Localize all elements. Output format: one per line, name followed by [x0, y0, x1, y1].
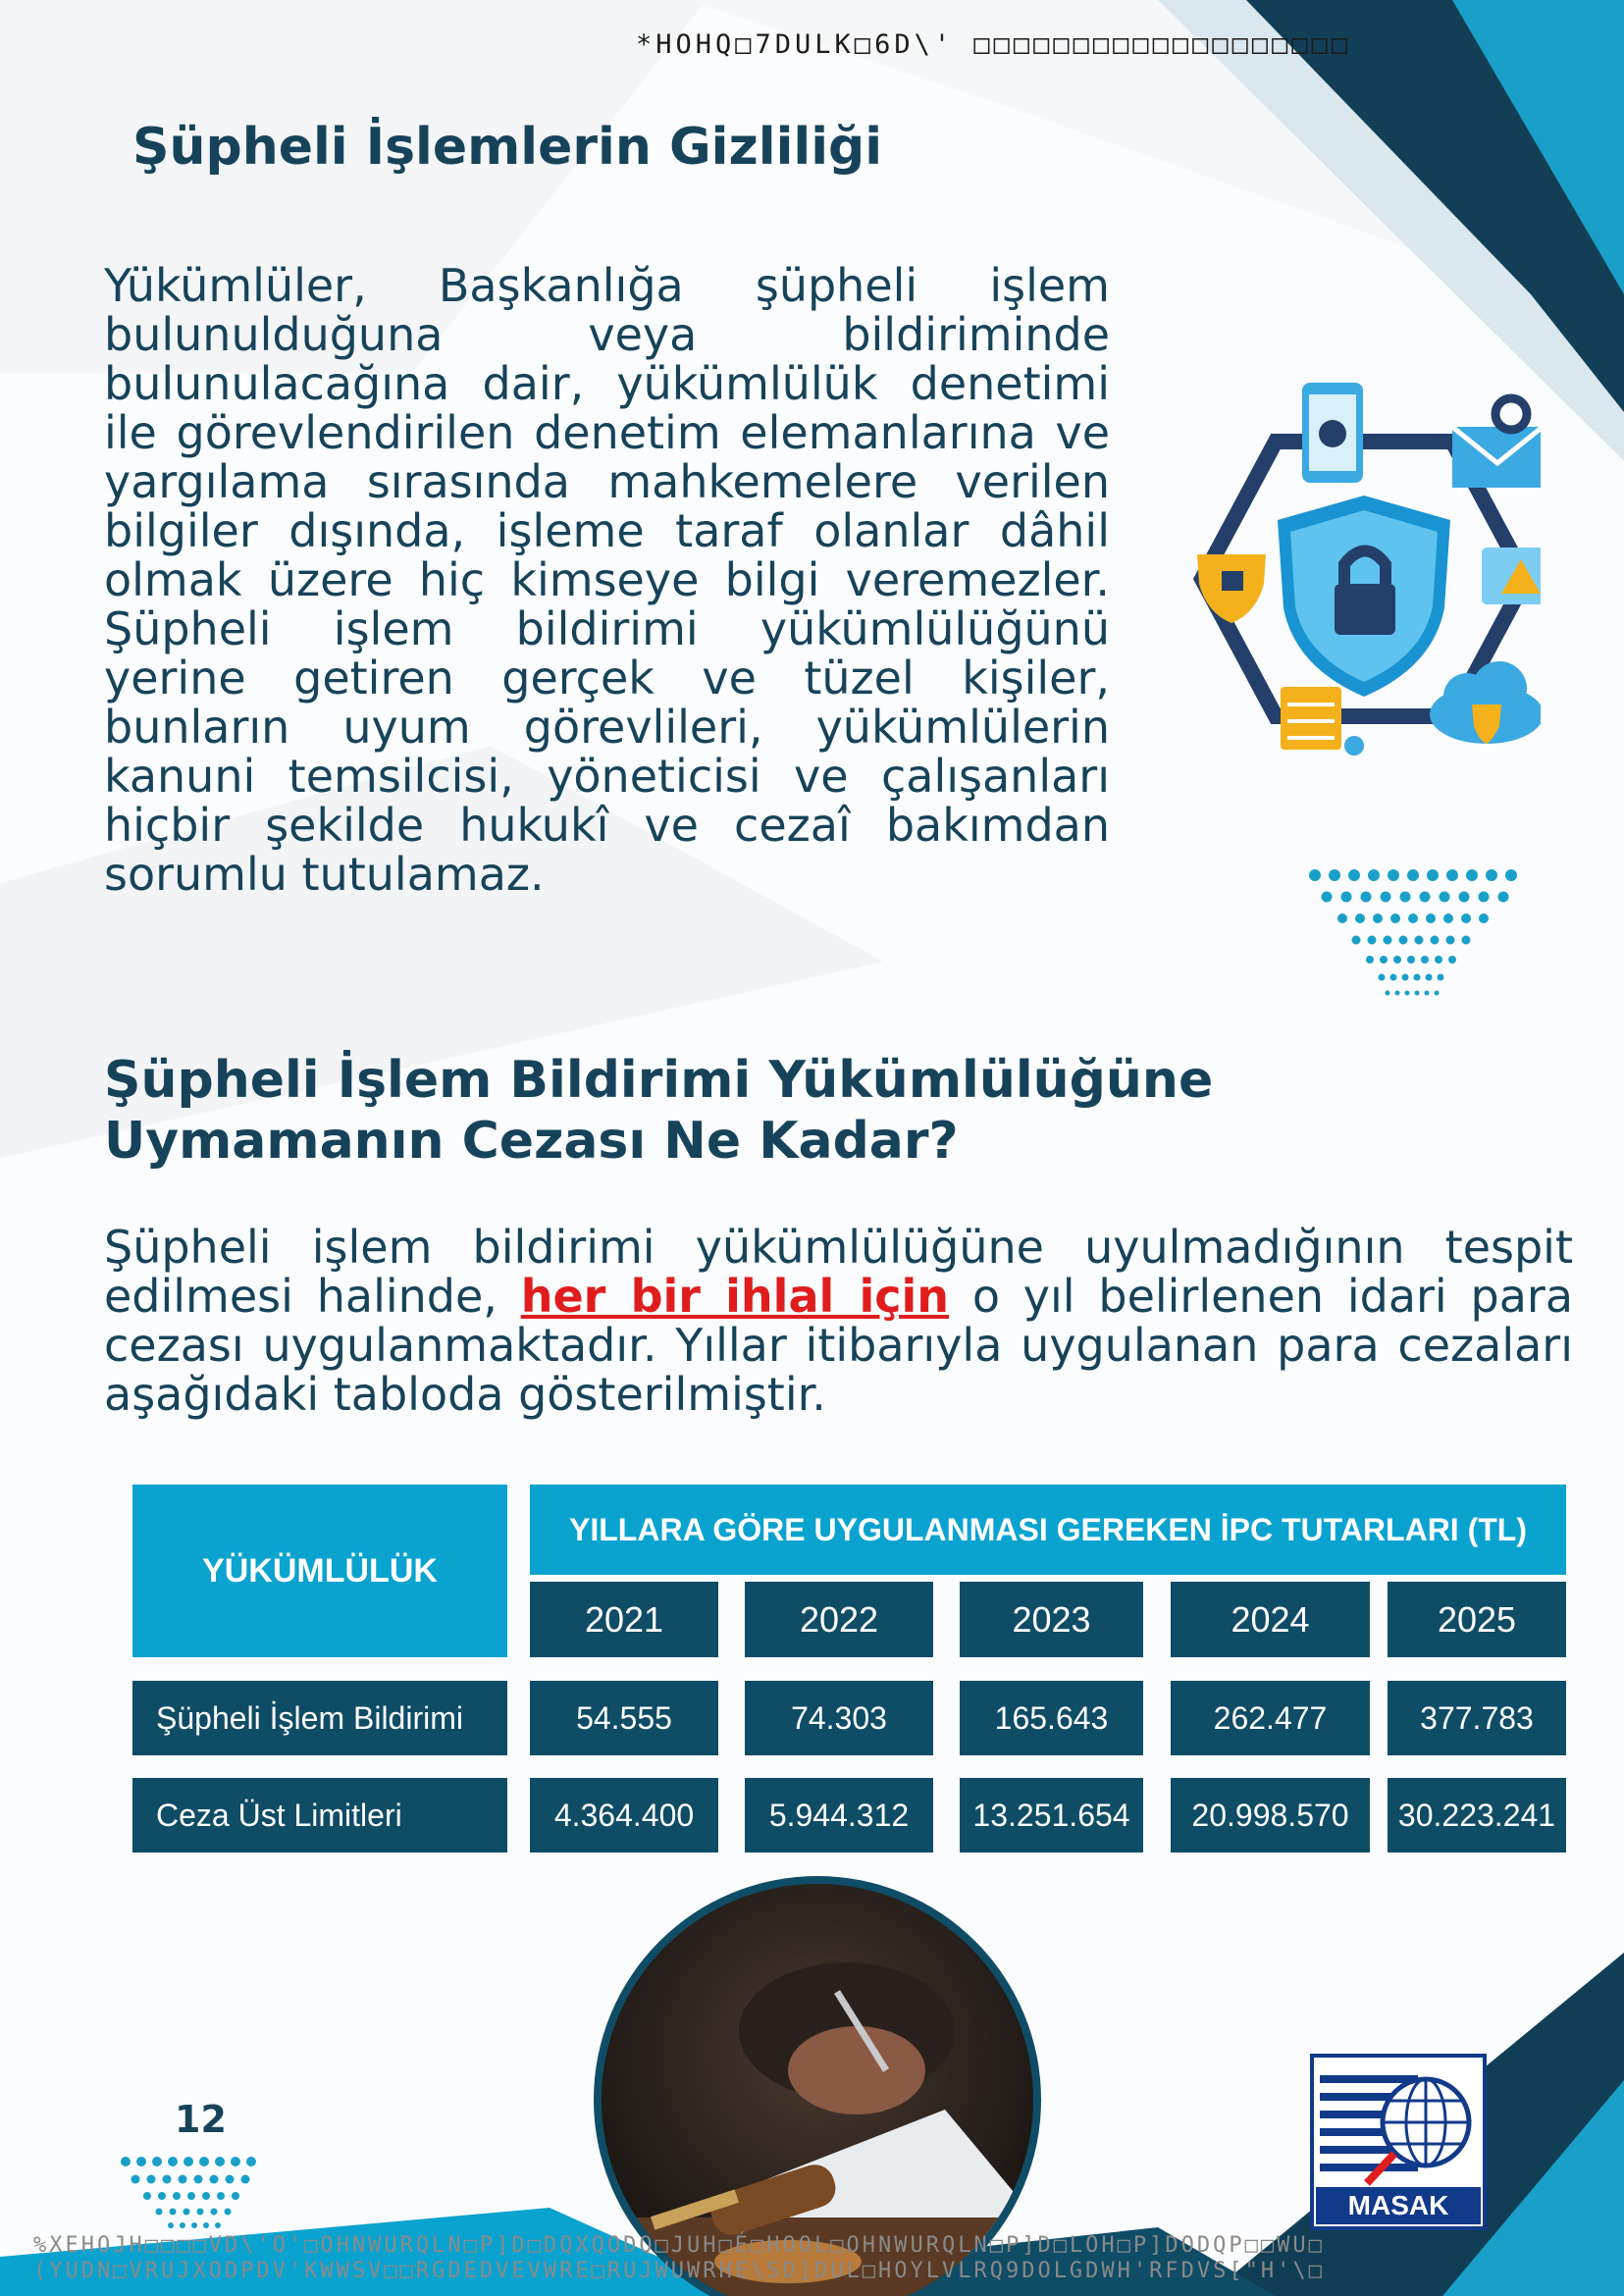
- row-label-suspicious-transaction: Şüpheli İşlem Bildirimi: [132, 1681, 507, 1755]
- penalty-text-after: o yıl belirlenen idari para cezası uygulanmaktadır. Yıllar itibarıyla uygulanan para cezaları aşağıdaki tabloda gösterilmiştir.: [104, 1270, 1574, 1421]
- masak-logo: [1310, 2054, 1487, 2230]
- table-cell: 30.223.241: [1388, 1778, 1566, 1852]
- table-cell: 262.477: [1171, 1681, 1370, 1755]
- year-2021: 2021: [530, 1582, 718, 1657]
- table-cell: 20.998.570: [1171, 1778, 1370, 1852]
- table-cell: 74.303: [745, 1681, 933, 1755]
- table-cell: 54.555: [530, 1681, 718, 1755]
- year-2025: 2025: [1388, 1582, 1566, 1657]
- table-cell: 5.944.312: [745, 1778, 933, 1852]
- penalty-paragraph: [104, 1223, 1573, 1419]
- footer-garbled-line-1: %XEHOJH□□□□VD\'O'□OHNWURQLN□P]D□DQXQODQ□JUH□É□HOOL□OHNWURQLN□P]D□LOH□P]DODQP□□WU□: [33, 2233, 1325, 2258]
- table-header-amounts: YILLARA GÖRE UYGULANMASI GEREKEN İPC TUTARLARI (TL): [530, 1485, 1566, 1575]
- table-cell: 165.643: [960, 1681, 1143, 1755]
- year-2023: 2023: [960, 1582, 1143, 1657]
- security-shield-illustration: [1187, 373, 1541, 785]
- section-title-penalty: Şüpheli İşlem Bildirimi Yükümlülüğüne Uymamanın Cezası Ne Kadar?: [104, 1051, 1214, 1171]
- table-cell: 4.364.400: [530, 1778, 718, 1852]
- dotted-funnel-decoration-small: [118, 2154, 265, 2232]
- year-2024: 2024: [1171, 1582, 1370, 1657]
- page-number: 12: [175, 2098, 227, 2141]
- footer-garbled-line-2: (YUDN□VRUJXODPDV'KWWSV□□RGDEDVEVWRE□RUJWUWRHE\SD]DUL□HOYLVLRQ9DOLGDWH'RFDVS["H'\□: [33, 2259, 1325, 2283]
- dotted-funnel-decoration: [1305, 863, 1531, 1020]
- confidentiality-paragraph: Yükümlüler, Başkanlığa şüpheli işlem bulunulduğuna veya bildiriminde bulunulacağına dair, yükümlülük denetimi ile görevlendirilen denetim elemanlarına ve yargılama sırasında mahkemelere verilen bilgiler dışında, işleme taraf olanlar dâhil olmak üzere hiç kimseye bilgi veremezler. Şüpheli işlem bildirimi yükümlülüğünü yerine getiren gerçek ve tüzel kişiler, bunların uyum görevlileri, yükümlülerin kanuni temsilcisi, yöneticisi ve çalışanları hiçbir şekilde hukukî ve cezaî bakımdan sorumlu tutulamaz.: [104, 259, 1110, 901]
- row-label-penalty-upper-limits: Ceza Üst Limitleri: [132, 1778, 507, 1852]
- year-2022: 2022: [745, 1582, 933, 1657]
- section-title-confidentiality: Şüpheli İşlemlerin Gizliliği: [132, 118, 883, 177]
- table-header-obligation: YÜKÜMLÜLÜK: [132, 1485, 507, 1657]
- masak-logo-text: MASAK: [1347, 2190, 1449, 2220]
- table-cell: 13.251.654: [960, 1778, 1143, 1852]
- penalty-highlight: her bir ihlal için: [520, 1270, 950, 1323]
- header-garbled-text: *HOHQ□7DULK□6D\' □□□□□□□□□□□□□□□□□□□: [636, 29, 1352, 60]
- table-cell: 377.783: [1388, 1681, 1566, 1755]
- penalty-text-before: Şüpheli işlem bildirimi yükümlülüğüne uyulmadığının tespit edilmesi halinde,: [104, 1221, 1573, 1323]
